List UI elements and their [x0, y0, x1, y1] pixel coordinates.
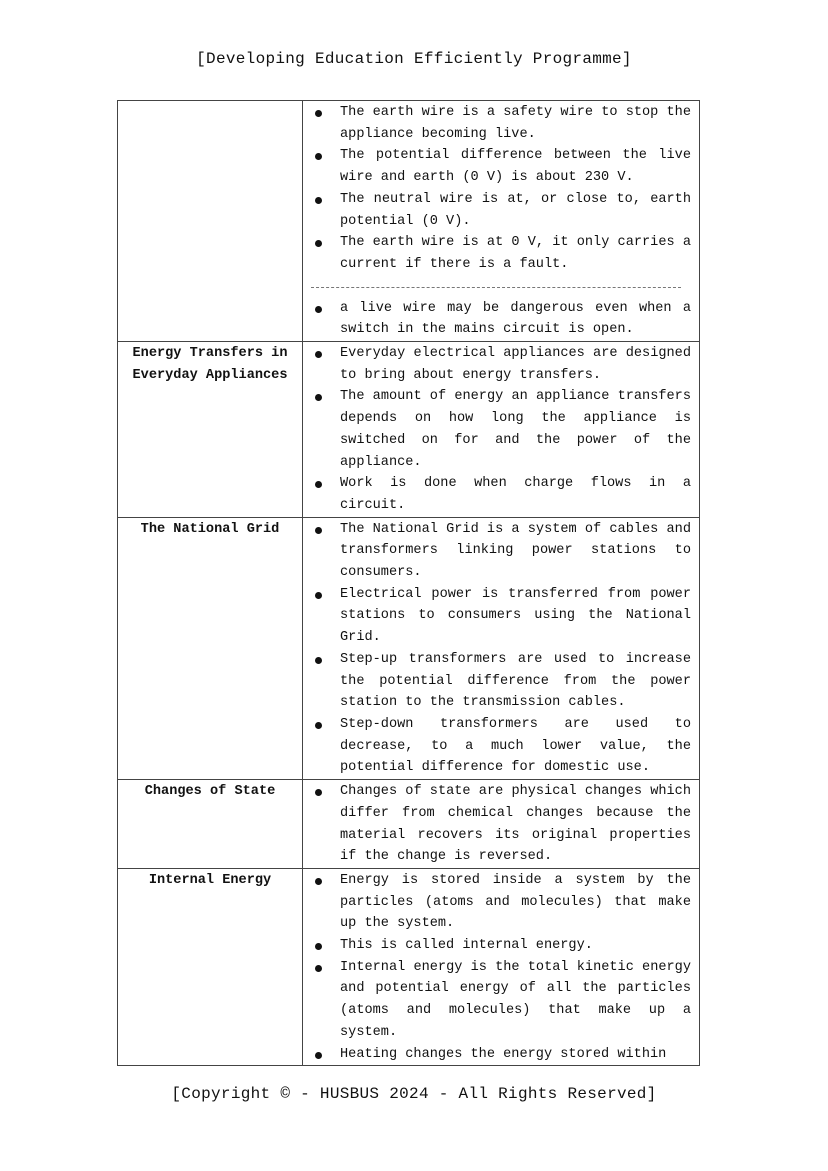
- bullet-item: Electrical power is transferred from power stations to consumers using the National Grid.: [311, 584, 691, 649]
- bullet-item: a live wire may be dangerous even when a switch in the mains circuit is open.: [311, 298, 691, 341]
- topic-cell: The National Grid: [118, 517, 303, 779]
- bullet-item: Changes of state are physical changes which differ from chemical changes because the material recovers its original properties if the change is reversed.: [311, 781, 691, 868]
- bullet-item: The earth wire is at 0 V, it only carries a current if there is a fault.: [311, 232, 691, 275]
- bullet-item: Work is done when charge flows in a circuit.: [311, 473, 691, 516]
- table-row: [118, 868, 700, 1065]
- bullet-item: Step-down transformers are used to decrease, to a much lower value, the potential difference for domestic use.: [311, 714, 691, 779]
- page-footer: [Copyright © - HUSBUS 2024 - All Rights Reserved]: [171, 1085, 657, 1103]
- table-row: [118, 342, 700, 518]
- dashed-divider: [311, 287, 681, 288]
- bullet-item: Energy is stored inside a system by the particles (atoms and molecules) that make up the system.: [311, 870, 691, 935]
- table-row: [118, 101, 700, 342]
- bullet-item: Internal energy is the total kinetic energy and potential energy of all the particles (atoms and molecules) that make up a system.: [311, 957, 691, 1044]
- bullet-list: [311, 519, 691, 779]
- bullet-list: [311, 343, 691, 517]
- bullet-item: Everyday electrical appliances are designed to bring about energy transfers.: [311, 343, 691, 386]
- topic-cell: Internal Energy: [118, 868, 303, 1065]
- bullet-item: The amount of energy an appliance transfers depends on how long the appliance is switched on for and the power of the appliance.: [311, 386, 691, 473]
- bullet-item: Step-up transformers are used to increase the potential difference from the power station to the transmission cables.: [311, 649, 691, 714]
- topic-cell: [118, 101, 303, 342]
- notes-cell: [303, 342, 700, 518]
- bullet-list: [311, 870, 691, 1065]
- table-row: [118, 517, 700, 779]
- notes-cell: [303, 868, 700, 1065]
- page-header: [Developing Education Efficiently Programme]: [196, 50, 632, 68]
- bullet-list: [311, 298, 691, 341]
- notes-cell: [303, 517, 700, 779]
- bullet-item: The National Grid is a system of cables and transformers linking power stations to consumers.: [311, 519, 691, 584]
- bullet-list: [311, 781, 691, 868]
- bullet-item: Heating changes the energy stored within: [311, 1044, 691, 1066]
- table-row: [118, 780, 700, 869]
- bullet-item: The potential difference between the live wire and earth (0 V) is about 230 V.: [311, 145, 691, 188]
- notes-cell: [303, 780, 700, 869]
- topic-cell: Energy Transfers in Everyday Appliances: [118, 342, 303, 518]
- bullet-item: This is called internal energy.: [311, 935, 691, 957]
- notes-table: [117, 100, 700, 1066]
- bullet-item: The earth wire is a safety wire to stop the appliance becoming live.: [311, 102, 691, 145]
- topic-cell: Changes of State: [118, 780, 303, 869]
- bullet-item: The neutral wire is at, or close to, earth potential (0 V).: [311, 189, 691, 232]
- bullet-list: [311, 102, 691, 276]
- notes-cell: [303, 101, 700, 342]
